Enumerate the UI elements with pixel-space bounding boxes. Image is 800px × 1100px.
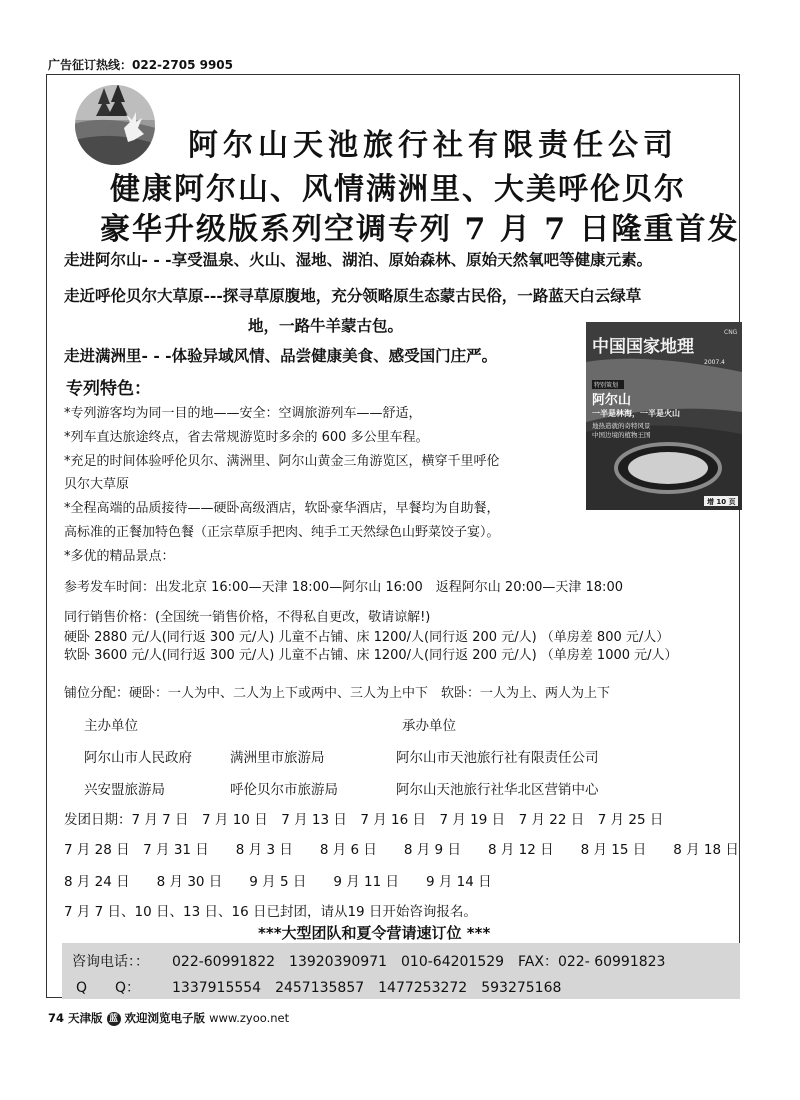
host-organization: 兴安盟旅游局: [84, 782, 165, 798]
magazine-price: 增 10 页: [707, 498, 736, 506]
edition-badge: 蓝: [107, 1012, 121, 1026]
host-organization: 满洲里市旅游局: [230, 750, 325, 766]
company-title: 阿尔山天池旅行社有限责任公司: [188, 128, 678, 163]
feature-item: 贝尔大草原: [64, 477, 130, 492]
intro-line: 走进满洲里- - -体验异域风情、品尝健康美食、感受国门庄严。: [64, 346, 498, 365]
pricing-heading: 同行销售价格：(全国统一销售价格，不得私自更改，敬请谅解!): [64, 610, 431, 625]
berth-allocation: 铺位分配：硬卧：一人为中、二人为上下或两中、三人为上中下 软卧：一人为上、两人为上下: [64, 686, 611, 701]
magazine-tag: 特别策划: [594, 382, 619, 389]
departure-dates: 8 月 24 日 8 月 30 日 9 月 5 日 9 月 11 日 9 月 14 日: [64, 874, 492, 890]
contact-phone-label: 咨询电话：：: [72, 954, 149, 970]
departure-dates: 发团日期：7 月 7 日 7 月 10 日 7 月 13 日 7 月 16 日 7 月 19 日 7 月 22 日 7 月 25 日: [64, 812, 664, 828]
magazine-cover-line: 地热造就的奇特风景: [592, 422, 651, 430]
feature-item: *充足的时间体验呼伦贝尔、满洲里、阿尔山黄金三角游览区，横穿千里呼伦: [64, 454, 500, 469]
undertaker-organization: 阿尔山天池旅行社华北区营销中心: [396, 782, 599, 798]
departure-dates: 7 月 28 日 7 月 31 日 8 月 3 日 8 月 6 日 8 月 9 日 8 月 12 日 8 月 15 日 8 月 18 日: [64, 842, 739, 858]
feature-item: *专列游客均为同一目的地——安全：空调旅游列车——舒适，: [64, 406, 422, 421]
magazine-corner-logo: CNG: [724, 329, 738, 336]
footer-url[interactable]: www.zyoo.net: [209, 1011, 290, 1025]
contact-phones: 022-60991822 13920390971 010-64201529 FAX：022- 60991823: [172, 954, 666, 970]
footer-slogan: 欢迎浏览电子版: [124, 1011, 206, 1025]
headline: 健康阿尔山、风情满洲里、大美呼伦贝尔: [110, 172, 686, 207]
intro-line: 地，一路牛羊蒙古包。: [248, 316, 404, 335]
subheadline: 豪华升级版系列空调专列 7 月 7 日隆重首发: [100, 212, 740, 247]
magazine-cover-title: 阿尔山: [592, 393, 632, 408]
magazine-cover-subtitle: 一半是林海，一半是火山: [592, 409, 680, 418]
contact-qq-label: Q Q：: [76, 980, 141, 996]
departure-schedule: 参考发车时间：出发北京 16:00—天津 18:00—阿尔山 16:00 返程阿尔山 20:00—天津 18:00: [64, 580, 623, 595]
group-booking-notice: ***大型团队和夏令营请速订位 ***: [258, 924, 491, 942]
price-hard-sleeper: 硬卧 2880 元/人(同行返 300 元/人) 儿童不占铺、床 1200/人(同行返 200 元/人) （单房差 800 元/人）: [64, 630, 670, 645]
closed-notice: 7 月 7 日、10 日、13 日、16 日已封团，请从19 日开始咨询报名。: [64, 904, 477, 920]
price-soft-sleeper: 软卧 3600 元/人(同行返 300 元/人) 儿童不占铺、床 1200/人(同行返 200 元/人) （单房差 1000 元/人）: [64, 648, 678, 663]
company-logo: [74, 84, 156, 166]
features-heading: 专列特色：: [66, 379, 151, 399]
feature-item: *多优的精品景点：: [64, 549, 175, 564]
host-organization: 阿尔山市人民政府: [84, 750, 192, 766]
host-organization: 呼伦贝尔市旅游局: [230, 782, 338, 798]
intro-line: 走进阿尔山- - -享受温泉、火山、湿地、湖泊、原始森林、原始天然氧吧等健康元素。: [64, 250, 653, 269]
magazine-cover-line: 中国边境的植物王国: [592, 431, 651, 439]
contact-qq-numbers: 1337915554 2457135857 1477253272 593275168: [172, 980, 562, 996]
page-footer: [48, 1010, 289, 1026]
intro-line: 走近呼伦贝尔大草原---探寻草原腹地，充分领略原生态蒙古民俗，一路蓝天白云绿草: [64, 286, 642, 305]
page-number: 74 天津版: [48, 1011, 103, 1025]
host-label: 主办单位: [84, 718, 138, 734]
magazine-issue: 2007.4: [704, 359, 725, 366]
magazine-masthead: 中国国家地理: [592, 337, 694, 357]
undertaker-organization: 阿尔山市天池旅行社有限责任公司: [396, 750, 599, 766]
ad-hotline: 广告征订热线：022-2705 9905: [48, 58, 234, 72]
feature-item: 高标准的正餐加特色餐（正宗草原手把肉、纯手工天然绿色山野菜饺子宴）。: [64, 525, 500, 540]
magazine-cover: [586, 322, 742, 510]
feature-item: *全程高端的品质接待——硬卧高级酒店，软卧豪华酒店，早餐均为自助餐，: [64, 501, 500, 516]
feature-item: *列车直达旅途终点，省去常规游览时多余的 600 多公里车程。: [64, 430, 429, 445]
undertaker-label: 承办单位: [402, 718, 456, 734]
